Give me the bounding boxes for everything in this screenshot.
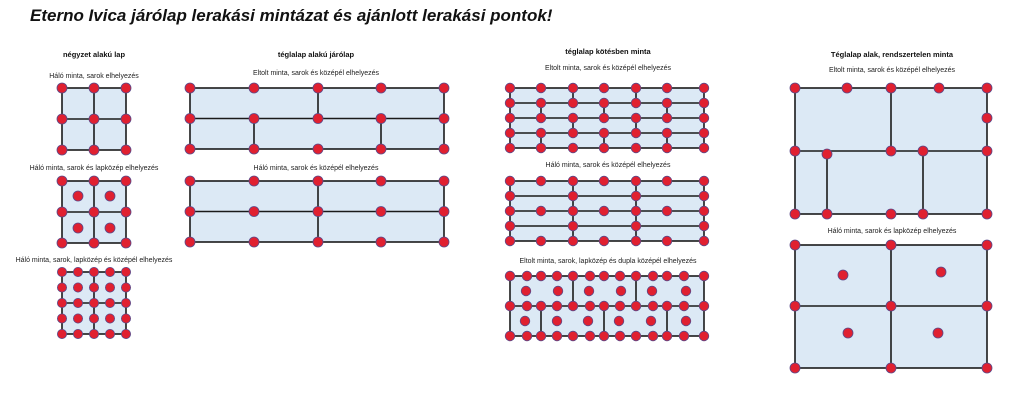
pedestal-point <box>505 236 515 246</box>
pedestal-point <box>89 329 98 338</box>
label-bond-offset-double-edge: Eltolt minta, sarok, lapközép és dupla középél elhelyezés <box>519 258 697 265</box>
pedestal-point <box>585 301 595 311</box>
pedestal-point <box>631 331 641 341</box>
pedestal-point <box>679 301 689 311</box>
pedestal-point <box>105 283 114 292</box>
pedestal-point <box>57 329 66 338</box>
pedestal-point <box>662 301 672 311</box>
label-square-grid-full: Háló minta, sarok, lapközép és középél elhelyezés <box>15 257 173 264</box>
pedestal-point <box>699 331 709 341</box>
pedestal-point <box>521 286 531 296</box>
pedestal-point <box>376 176 386 186</box>
pedestal-point <box>376 207 386 217</box>
pedestal-point <box>790 240 800 250</box>
pedestal-point <box>599 143 609 153</box>
pedestal-point <box>121 238 131 248</box>
pedestal-point <box>536 98 546 108</box>
pedestal-point <box>843 328 853 338</box>
pedestal-point <box>886 146 896 156</box>
pedestal-point <box>536 271 546 281</box>
pedestal-point <box>585 271 595 281</box>
pedestal-point <box>982 240 992 250</box>
pedestal-point <box>615 301 625 311</box>
pedestal-point <box>121 145 131 155</box>
pedestal-point <box>631 128 641 138</box>
pedestal-point <box>121 114 131 124</box>
pedestal-point <box>105 329 114 338</box>
label-rect-grid-corner-edge: Háló minta, sarok és középél elhelyezés <box>253 165 379 172</box>
label-square-grid-corner: Háló minta, sarok elhelyezés <box>49 73 139 80</box>
pedestal-point <box>536 143 546 153</box>
pedestal-point <box>599 98 609 108</box>
pedestal-point <box>982 83 992 93</box>
pedestal-point <box>662 143 672 153</box>
pedestal-point <box>505 301 515 311</box>
pedestal-point <box>886 240 896 250</box>
pedestal-point <box>89 207 99 217</box>
pedestal-point <box>505 128 515 138</box>
pedestal-point <box>121 83 131 93</box>
pedestal-point <box>662 206 672 216</box>
pedestal-point <box>568 143 578 153</box>
pedestal-point <box>73 191 83 201</box>
pedestal-point <box>584 286 594 296</box>
pedestal-point <box>648 331 658 341</box>
page-title: Eterno Ivica járólap lerakási mintázat és ajánlott lerakási pontok! <box>30 6 553 25</box>
pedestal-point <box>439 114 449 124</box>
pedestal-point <box>57 267 66 276</box>
pedestal-point <box>552 301 562 311</box>
heading-rectangular-tile: téglalap alakú járólap <box>277 50 355 59</box>
pedestal-point <box>552 271 562 281</box>
pedestal-point <box>376 83 386 93</box>
pedestal-point <box>249 83 259 93</box>
pedestal-point <box>536 236 546 246</box>
pedestal-point <box>599 176 609 186</box>
pedestal-point <box>568 176 578 186</box>
pedestal-point <box>982 146 992 156</box>
pedestal-point <box>121 176 131 186</box>
pedestal-point <box>105 314 114 323</box>
pedestal-point <box>185 144 195 154</box>
panel-rect-grid <box>185 176 449 247</box>
pedestal-point <box>505 83 515 93</box>
pedestal-point <box>89 267 98 276</box>
pedestal-point <box>73 283 82 292</box>
pedestal-point <box>599 83 609 93</box>
pedestal-point <box>376 237 386 247</box>
pedestal-point <box>599 236 609 246</box>
pedestal-point <box>89 176 99 186</box>
pedestal-point <box>699 176 709 186</box>
pedestal-point <box>57 298 66 307</box>
pedestal-point <box>568 301 578 311</box>
pedestal-point <box>699 98 709 108</box>
panel-irregular-grid <box>790 240 992 373</box>
pedestal-point <box>631 191 641 201</box>
pedestal-point <box>933 328 943 338</box>
pedestal-point <box>568 236 578 246</box>
pedestal-point <box>699 83 709 93</box>
pedestal-point <box>505 221 515 231</box>
pedestal-point <box>505 113 515 123</box>
pedestal-point <box>185 176 195 186</box>
pedestal-point <box>614 316 624 326</box>
pedestal-point <box>699 191 709 201</box>
pedestal-point <box>790 301 800 311</box>
pedestal-point <box>89 283 98 292</box>
pedestal-point <box>790 209 800 219</box>
pedestal-point <box>631 301 641 311</box>
pedestal-point <box>585 331 595 341</box>
pedestal-point <box>568 128 578 138</box>
pedestal-point <box>918 146 928 156</box>
pedestal-point <box>376 114 386 124</box>
pedestal-point <box>648 301 658 311</box>
pedestal-point <box>934 83 944 93</box>
pedestal-point <box>982 363 992 373</box>
pedestal-point <box>568 83 578 93</box>
pedestal-point <box>57 83 67 93</box>
pedestal-point <box>249 237 259 247</box>
pedestal-point <box>631 83 641 93</box>
pedestal-point <box>185 237 195 247</box>
pedestal-point <box>599 128 609 138</box>
pedestal-point <box>679 331 689 341</box>
pedestal-point <box>886 363 896 373</box>
pedestal-point <box>568 98 578 108</box>
pedestal-point <box>615 331 625 341</box>
pedestal-point <box>536 113 546 123</box>
pedestal-point <box>536 301 546 311</box>
pedestal-point <box>631 98 641 108</box>
pedestal-point <box>522 331 532 341</box>
heading-square-tile: négyzet alakú lap <box>62 50 126 59</box>
pedestal-point <box>439 83 449 93</box>
pedestal-point <box>57 114 67 124</box>
pedestal-point <box>57 314 66 323</box>
pedestal-point <box>73 223 83 233</box>
pedestal-point <box>105 267 114 276</box>
pedestal-point <box>679 271 689 281</box>
pedestal-point <box>105 298 114 307</box>
pedestal-point <box>505 98 515 108</box>
pedestal-point <box>505 271 515 281</box>
pedestal-point <box>681 286 691 296</box>
pedestal-point <box>616 286 626 296</box>
pedestal-point <box>505 206 515 216</box>
pedestal-point <box>699 236 709 246</box>
pedestal-point <box>73 329 82 338</box>
pedestal-point <box>73 298 82 307</box>
pedestal-point <box>599 271 609 281</box>
pedestal-point <box>568 191 578 201</box>
pedestal-point <box>89 238 99 248</box>
pedestal-point <box>631 206 641 216</box>
pedestal-point <box>822 209 832 219</box>
pedestal-point <box>536 176 546 186</box>
pedestal-point <box>105 191 115 201</box>
label-bond-offset-corner-edge: Eltolt minta, sarok és középél elhelyezés <box>544 65 672 72</box>
pedestal-point <box>646 316 656 326</box>
pedestal-point <box>553 286 563 296</box>
pedestal-point <box>89 114 99 124</box>
pedestal-point <box>73 314 82 323</box>
pedestal-point <box>631 236 641 246</box>
pedestal-point <box>631 143 641 153</box>
pedestal-point <box>568 113 578 123</box>
pedestal-point <box>631 176 641 186</box>
pedestal-point <box>599 331 609 341</box>
pedestal-point <box>699 221 709 231</box>
pedestal-point <box>699 113 709 123</box>
pedestal-point <box>249 114 259 124</box>
pedestal-point <box>631 271 641 281</box>
pedestal-point <box>838 270 848 280</box>
pedestal-point <box>631 113 641 123</box>
pedestal-point <box>568 206 578 216</box>
label-rect-offset-corner-edge: Eltolt minta, sarok és középél elhelyezés <box>252 70 380 77</box>
pedestal-point <box>249 207 259 217</box>
pedestal-point <box>599 113 609 123</box>
pedestal-point <box>121 314 130 323</box>
pedestal-point <box>313 207 323 217</box>
pedestal-point <box>699 271 709 281</box>
pedestal-point <box>886 209 896 219</box>
panel-square-grid-corner <box>57 83 131 155</box>
label-irregular-offset-corner-edge: Eltolt minta, sarok és középél elhelyezés <box>828 67 956 74</box>
pedestal-point <box>982 209 992 219</box>
pedestal-point <box>536 206 546 216</box>
pedestal-point <box>522 271 532 281</box>
pedestal-point <box>505 143 515 153</box>
pedestal-point <box>105 223 115 233</box>
pedestal-point <box>313 237 323 247</box>
pedestal-point <box>599 301 609 311</box>
pedestal-point <box>57 283 66 292</box>
pedestal-point <box>505 331 515 341</box>
pedestal-point <box>522 301 532 311</box>
pedestal-point <box>185 83 195 93</box>
pedestal-point <box>536 128 546 138</box>
pedestal-point <box>568 271 578 281</box>
pedestal-point <box>662 128 672 138</box>
pedestal-point <box>121 283 130 292</box>
pedestal-point <box>57 176 67 186</box>
pedestal-point <box>57 145 67 155</box>
pedestal-point <box>121 207 131 217</box>
pedestal-point <box>982 301 992 311</box>
panel-bond-double <box>505 271 709 341</box>
pedestal-point <box>631 221 641 231</box>
pedestal-point <box>89 145 99 155</box>
pedestal-point <box>536 331 546 341</box>
panel-bond-offset <box>505 83 709 153</box>
pedestal-point <box>681 316 691 326</box>
pedestal-point <box>313 83 323 93</box>
heading-irregular-pattern: Téglalap alak, rendszertelen minta <box>830 50 954 59</box>
pedestal-point <box>89 83 99 93</box>
pedestal-point <box>185 114 195 124</box>
pedestal-point <box>505 176 515 186</box>
pedestal-point <box>121 267 130 276</box>
pedestal-point <box>790 83 800 93</box>
panel-square-grid-corner-center <box>57 176 131 248</box>
pedestal-point <box>505 191 515 201</box>
pedestal-point <box>662 98 672 108</box>
pedestal-point <box>918 209 928 219</box>
pedestal-point <box>886 83 896 93</box>
panel-square-grid-full <box>57 267 130 338</box>
label-bond-grid-corner-edge: Háló minta, sarok és középél elhelyezés <box>545 162 671 169</box>
pedestal-point <box>121 329 130 338</box>
pedestal-point <box>699 128 709 138</box>
pedestal-point <box>313 176 323 186</box>
pedestal-point <box>699 301 709 311</box>
pedestal-point <box>699 206 709 216</box>
pedestal-point <box>249 144 259 154</box>
pedestal-point <box>583 316 593 326</box>
pedestal-point <box>185 207 195 217</box>
heading-bond-pattern: téglalap kötésben minta <box>565 47 651 56</box>
pedestal-point <box>439 237 449 247</box>
pedestal-point <box>599 206 609 216</box>
pedestal-point <box>647 286 657 296</box>
pedestal-point <box>662 113 672 123</box>
pedestal-point <box>662 331 672 341</box>
panel-irregular-offset <box>790 83 992 219</box>
pedestal-point <box>662 271 672 281</box>
pedestal-point <box>699 143 709 153</box>
pedestal-point <box>89 314 98 323</box>
panel-bond-grid <box>505 176 709 246</box>
pedestal-point <box>313 114 323 124</box>
pedestal-point <box>615 271 625 281</box>
pedestal-point <box>313 144 323 154</box>
panel-rect-offset <box>185 83 449 154</box>
pedestal-point <box>552 331 562 341</box>
pedestal-point <box>520 316 530 326</box>
pedestal-point <box>982 113 992 123</box>
pedestal-point <box>73 267 82 276</box>
pedestal-point <box>249 176 259 186</box>
pedestal-point <box>662 236 672 246</box>
pedestal-point <box>568 331 578 341</box>
pedestal-point <box>822 149 832 159</box>
pedestal-point <box>57 207 67 217</box>
pedestal-point <box>790 363 800 373</box>
pedestal-point <box>121 298 130 307</box>
pedestal-point <box>439 144 449 154</box>
pedestal-point <box>662 176 672 186</box>
pedestal-point <box>57 238 67 248</box>
label-square-grid-corner-center: Háló minta, sarok és lapközép elhelyezés <box>29 165 159 172</box>
pedestal-point <box>648 271 658 281</box>
label-irregular-grid-corner-center: Háló minta, sarok és lapközép elhelyezés <box>827 228 957 235</box>
pedestal-point <box>936 267 946 277</box>
pedestal-point <box>790 146 800 156</box>
pedestal-point <box>439 176 449 186</box>
pedestal-point <box>662 83 672 93</box>
pedestal-point <box>552 316 562 326</box>
pedestal-point <box>886 301 896 311</box>
pedestal-point <box>439 207 449 217</box>
pedestal-point <box>842 83 852 93</box>
pedestal-point <box>568 221 578 231</box>
pedestal-point <box>89 298 98 307</box>
pedestal-point <box>536 83 546 93</box>
pedestal-point <box>376 144 386 154</box>
